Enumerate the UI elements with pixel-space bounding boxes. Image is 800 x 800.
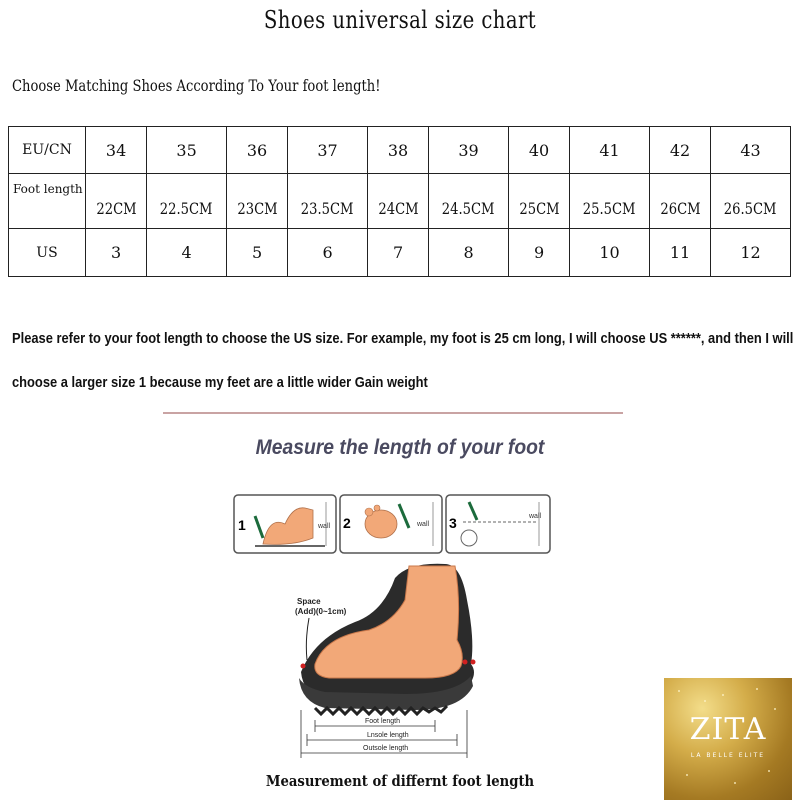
eu-cn-cell: 36 [226,127,287,174]
step-3-number: 3 [449,515,457,531]
us-cell: 9 [508,229,569,277]
foot-length-cell: 25CM [508,174,569,229]
divider [163,412,623,414]
toe-marker [301,664,306,669]
eu-cn-cell: 39 [429,127,509,174]
table-row-eu-cn [9,127,791,174]
eu-cn-cell: 41 [570,127,650,174]
eu-cn-cell: 37 [288,127,368,174]
step-1-panel [234,495,336,553]
step-3-wall-label: wall [529,513,542,520]
us-cell: 8 [429,229,509,277]
page-title: Shoes universal size chart [263,6,537,34]
us-cell: 10 [570,229,650,277]
step-2-panel [340,495,442,553]
outsole-length-label: Outsole length [363,745,409,752]
eu-cn-cell: 38 [367,127,428,174]
row-label-foot-length: Foot length [9,174,86,229]
foot-length-cell: 22.5CM [147,174,227,229]
space-label: Space [297,597,321,606]
table-row-foot-length [9,174,791,229]
size-note-line-2: choose a larger size 1 because my feet are a little wider Gain weight [12,374,428,391]
step-1-number: 1 [238,517,246,533]
step-1-wall-label: wall [318,523,331,530]
foot-length-cell: 26CM [649,174,710,229]
eu-cn-cell: 43 [711,127,791,174]
foot-length-cell: 23.5CM [288,174,368,229]
foot-length-cell: 23CM [226,174,287,229]
heel-marker [463,660,468,665]
foot-length-cell: 24.5CM [429,174,509,229]
us-cell: 3 [86,229,147,277]
measure-title: Measure the length of your foot [255,436,545,459]
page-subtitle: Choose Matching Shoes According To Your foot length! [12,76,381,95]
size-chart-table [8,126,791,277]
us-cell: 11 [649,229,710,277]
measure-steps-illustration [233,494,551,554]
eu-cn-cell: 40 [508,127,569,174]
eu-cn-cell: 34 [86,127,147,174]
step-2-wall-label: wall [417,521,430,528]
foot-length-cell: 26.5CM [711,174,791,229]
foot-length-diagram [285,560,495,760]
step-2-number: 2 [343,515,351,531]
space-sub-label: (Add)(0~1cm) [295,607,347,616]
size-note-line-1: Please refer to your foot length to choose the US size. For example, my foot is 25 cm long, I will choose US ******, and then I will [12,330,794,347]
us-cell: 7 [367,229,428,277]
row-label-eu-cn: EU/CN [9,127,86,174]
foot-length-cell: 25.5CM [570,174,650,229]
us-cell: 12 [711,229,791,277]
foot-length-cell: 22CM [86,174,147,229]
foot-length-label: Foot length [365,718,401,725]
brand-tagline: LA BELLE ELITE [690,752,766,759]
eu-cn-cell: 35 [147,127,227,174]
eu-cn-cell: 42 [649,127,710,174]
step-3-panel [446,495,550,553]
figure-caption: Measurement of differnt foot length [265,772,535,790]
table-row-us [9,229,791,277]
us-cell: 5 [226,229,287,277]
brand-logo [664,678,792,800]
foot-length-cell: 24CM [367,174,428,229]
foot-shape [315,566,463,678]
row-label-us: US [9,229,86,277]
us-cell: 6 [288,229,368,277]
insole-length-label: Lnsole length [367,732,409,739]
heel-marker-outer [471,660,476,665]
brand-name: ZITA [689,712,767,747]
us-cell: 4 [147,229,227,277]
